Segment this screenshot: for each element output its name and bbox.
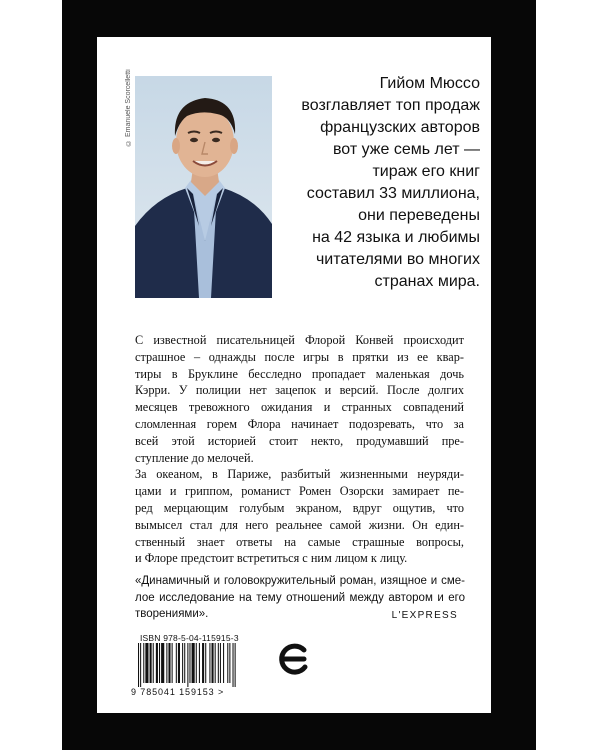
barcode-bar <box>159 643 160 683</box>
barcode-bar <box>205 643 206 683</box>
barcode-bar <box>187 643 188 687</box>
barcode-bar <box>184 643 185 683</box>
synopsis-line: и Флоре предстоит встретиться с ним лицом к лицу. <box>135 551 408 566</box>
synopsis-line: ред мерцающим голубым экраном, вдруг ощутив, что <box>135 500 464 515</box>
barcode-bar <box>178 643 180 683</box>
barcode-bar <box>233 643 234 687</box>
barcode-bar <box>223 643 224 683</box>
quote-line: творениями». <box>135 608 209 621</box>
barcode-bar <box>166 643 167 683</box>
barcode-bar <box>172 643 173 683</box>
synopsis-line: тиры в Бруклине бесследно пропадает маленькая дочь <box>135 366 464 381</box>
author-blurb-line: возглавляет топ продаж <box>301 97 480 114</box>
barcode-bar <box>145 643 148 683</box>
synopsis-line: цами и гриппом, романист Ромен Озорски замирает пе- <box>135 484 464 499</box>
synopsis-line: ственный знает ответы на самые страшные вопросы, <box>135 534 464 549</box>
barcode-bar <box>161 643 164 683</box>
barcode-bar <box>199 643 200 683</box>
barcode-bar <box>229 643 230 683</box>
synopsis-line: За океаном, в Париже, разбитый жизненными неуряди- <box>135 467 464 482</box>
barcode-bar <box>189 643 190 683</box>
barcode-bar <box>140 643 141 687</box>
barcode-bar <box>156 643 158 683</box>
barcode-bar <box>196 643 197 683</box>
barcode-bar <box>138 643 139 687</box>
barcode-bar <box>215 643 216 683</box>
barcode-bar <box>220 643 221 683</box>
synopsis-line: Кэрри. У полиции нет зацепок и версий. После долгих <box>135 383 464 398</box>
barcode-digits: 9 785041 159153 > <box>131 687 225 697</box>
barcode-bar <box>182 643 183 683</box>
photo-credit: © Emanuele Scorcelletti <box>125 69 132 146</box>
barcode-bar <box>209 643 210 683</box>
barcode-bar <box>212 643 214 683</box>
barcode-bar <box>192 643 195 683</box>
barcode-bar <box>150 643 152 683</box>
quote-line: лое исследование на тему отношений между автором и его <box>135 591 465 604</box>
author-blurb-line: составил 33 миллиона, <box>306 185 480 202</box>
author-blurb-line: странах мира. <box>374 273 480 290</box>
synopsis-line: сломленная горем Флора начинает подозревать, что за <box>135 416 464 431</box>
barcode <box>136 643 268 690</box>
synopsis-line: вымысел стал для него реальнее самой жизни. Он един- <box>135 517 464 532</box>
author-photo <box>135 76 272 298</box>
barcode-bar <box>143 643 144 683</box>
author-blurb-line: вот уже семь лет — <box>332 141 480 158</box>
synopsis-line: месяцев тревожного ожидания и странных совпадений <box>135 400 464 415</box>
barcode-bar <box>235 643 236 687</box>
synopsis-line: ступление до мелочей. <box>135 450 254 465</box>
publisher-logo-icon <box>276 639 310 679</box>
author-blurb <box>280 73 480 293</box>
barcode-bar <box>202 643 204 683</box>
barcode-bar <box>168 643 170 683</box>
author-blurb-line: Гийом Мюссо <box>379 75 480 92</box>
synopsis-line: всей этой историей стоит некто, продумавший пре- <box>135 433 464 448</box>
author-blurb-line: тираж его книг <box>372 163 480 180</box>
author-blurb-line: они переведены <box>358 207 480 224</box>
author-blurb-line: французских авторов <box>320 119 480 136</box>
quote-line: «Динамичный и головокружительный роман, изящное и сме- <box>135 575 465 587</box>
barcode-bar <box>218 643 219 683</box>
synopsis-line: страшное – однажды после игры в прятки из ее квар- <box>135 349 464 364</box>
synopsis <box>135 332 464 567</box>
barcode-bar <box>153 643 154 683</box>
quote-source: L'EXPRESS <box>391 610 458 621</box>
barcode-bar <box>176 643 177 683</box>
author-blurb-line: на 42 языка и любимы <box>312 229 480 246</box>
barcode-bar <box>227 643 228 683</box>
isbn-label: ISBN 978-5-04-115915-3 <box>140 633 239 643</box>
synopsis-line: С известной писательницей Флорой Конвей происходит <box>135 333 464 347</box>
author-blurb-line: читателями во многих <box>315 251 480 268</box>
